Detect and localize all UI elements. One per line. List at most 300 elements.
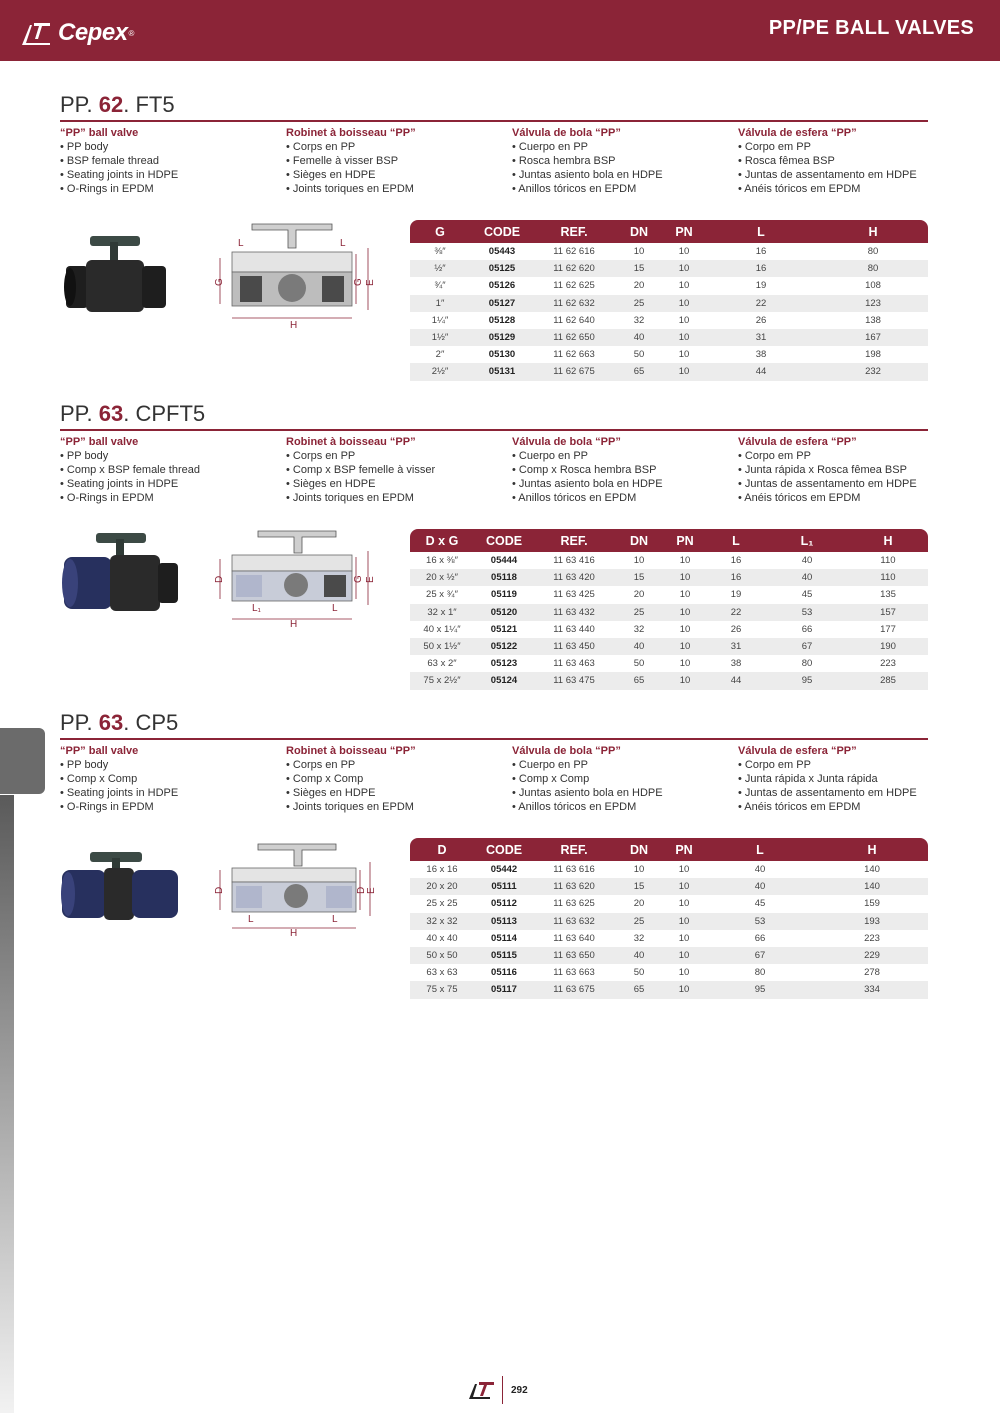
table-cell: 50 — [633, 658, 645, 670]
table-cell: 2″ — [435, 349, 445, 361]
table-cell: 140 — [864, 864, 880, 876]
section-title — [60, 92, 175, 118]
table-cell: 50 x 1½″ — [410, 638, 474, 655]
desc-item: • Juntas asiento bola en HDPE — [512, 787, 663, 799]
title-suffix: . FT5 — [123, 92, 175, 117]
page-footer — [468, 1376, 528, 1404]
section-title — [60, 401, 205, 427]
desc-item: • BSP female thread — [60, 155, 160, 167]
table-cell: 32 — [633, 623, 645, 635]
desc-item: • Juntas asiento bola en HDPE — [512, 478, 663, 490]
table-cell: 16 — [730, 555, 742, 567]
table-cell: 20 — [633, 280, 645, 292]
dim-label: D — [214, 886, 225, 894]
desc-item: • Sièges en HDPE — [286, 169, 376, 181]
table-cell: 10 — [679, 623, 691, 635]
table-cell: 110 — [880, 555, 896, 567]
desc-heading: Robinet à boisseau “PP” — [286, 127, 416, 139]
table-cell: 10 — [678, 864, 690, 876]
section-rule — [60, 738, 928, 740]
desc-col-english — [60, 744, 286, 814]
table-cell: ⅜″ — [434, 246, 446, 258]
dim-label: L — [238, 238, 244, 249]
dim-label: H — [290, 619, 298, 630]
table-cell: 11 63 632 — [534, 913, 614, 930]
dim-label: L — [340, 238, 346, 249]
valve-photo-cp5 — [60, 846, 190, 936]
table-cell: 10 — [633, 555, 645, 567]
desc-item: • Rosca hembra BSP — [512, 155, 616, 167]
desc-item: • Corpo em PP — [738, 759, 811, 771]
dim-label: L — [332, 603, 338, 614]
product-code-cell: 05120 — [474, 604, 534, 621]
product-code-cell: 05118 — [474, 569, 534, 586]
product-code-cell: 05128 — [488, 314, 516, 326]
table-cell: 80 — [754, 967, 766, 979]
desc-item: • Rosca fêmea BSP — [738, 155, 835, 167]
dim-label: L — [332, 914, 338, 925]
table-cell: 123 — [818, 295, 928, 312]
table-cell: 10 — [679, 589, 691, 601]
table-cell: 11 63 475 — [534, 672, 614, 689]
table-cell: 10 — [678, 246, 690, 258]
table-cell: 11 63 620 — [534, 878, 614, 895]
col-header: CODE — [474, 529, 534, 552]
table-cell: 11 63 440 — [553, 623, 595, 635]
page-number: 292 — [511, 1384, 528, 1396]
table-cell: 11 62 650 — [534, 329, 614, 346]
desc-item: • O-Rings in EPDM — [60, 492, 154, 504]
table-cell: 44 — [704, 363, 818, 380]
title-number: 63 — [98, 710, 124, 735]
table-cell: 53 — [766, 604, 848, 621]
table-cell: 11 62 632 — [534, 295, 614, 312]
section-title — [60, 710, 178, 736]
desc-item: • Joints toriques en EPDM — [286, 801, 414, 813]
table-cell: 157 — [848, 604, 928, 621]
table-cell: 10 — [664, 947, 704, 964]
product-code-cell: 05444 — [490, 555, 518, 567]
product-code-cell: 05129 — [470, 329, 534, 346]
title-suffix: . CPFT5 — [123, 401, 206, 426]
table-cell: 11 63 450 — [534, 638, 614, 655]
table-cell: 25 — [614, 604, 664, 621]
table-cell: 45 — [754, 898, 766, 910]
table-cell: 16 — [706, 569, 766, 586]
desc-item: • Juntas de assentamento em HDPE — [738, 478, 917, 490]
table-row — [410, 981, 928, 998]
spec-table-ft5 — [410, 220, 928, 381]
col-header: L — [706, 529, 766, 552]
desc-heading: Válvula de esfera “PP” — [738, 745, 857, 757]
product-code-cell: 05442 — [490, 864, 518, 876]
table-cell: 31 — [704, 329, 818, 346]
desc-item: • Comp x Comp — [512, 773, 590, 785]
table-cell: 10 — [664, 672, 706, 689]
table-row — [410, 964, 928, 981]
section-rule — [60, 429, 928, 431]
col-header: H — [818, 220, 928, 243]
table-row — [410, 913, 928, 930]
table-cell: 11 63 420 — [534, 569, 614, 586]
table-cell: 31 — [706, 638, 766, 655]
valve-photo-ft5 — [60, 228, 190, 328]
desc-item: • Anéis tóricos em EPDM — [738, 183, 861, 195]
table-cell: 40 — [801, 555, 813, 567]
table-cell: 20 — [633, 898, 645, 910]
desc-item: • Femelle à visser BSP — [286, 155, 399, 167]
table-cell: 11 63 640 — [553, 932, 595, 944]
table-cell: 278 — [864, 967, 880, 979]
table-cell: 10 — [664, 604, 706, 621]
table-cell: 25 x 25 — [426, 898, 458, 910]
desc-item: • Anillos tóricos en EPDM — [512, 183, 637, 195]
table-cell: 40 — [614, 947, 664, 964]
table-cell: 11 63 416 — [553, 555, 595, 567]
desc-item: • Comp x BSP femelle à visser — [286, 464, 436, 476]
table-cell: 65 — [614, 363, 664, 380]
desc-item: • Comp x BSP female thread — [60, 464, 200, 476]
desc-item: • Sièges en HDPE — [286, 478, 376, 490]
table-cell: 40 — [614, 329, 664, 346]
title-prefix: PP. — [60, 710, 93, 735]
table-cell: 11 62 640 — [553, 314, 595, 326]
table-row — [410, 586, 928, 603]
technical-drawing-cp5 — [212, 840, 377, 939]
table-cell: 108 — [865, 280, 881, 292]
product-code-cell: 05117 — [474, 981, 534, 998]
table-cell: 19 — [755, 280, 767, 292]
desc-item: • O-Rings in EPDM — [60, 801, 154, 813]
desc-col-french — [286, 126, 512, 196]
table-cell: 32 x 1″ — [410, 604, 474, 621]
desc-heading: “PP” ball valve — [60, 127, 139, 139]
desc-item: • Junta rápida x Rosca fêmea BSP — [738, 464, 907, 476]
table-cell: 38 — [755, 349, 767, 361]
product-section-cpft5 — [60, 401, 930, 701]
dim-label: L — [248, 914, 254, 925]
title-prefix: PP. — [60, 92, 93, 117]
table-cell: 2½″ — [410, 363, 470, 380]
table-cell: 67 — [704, 947, 816, 964]
table-cell: 193 — [816, 913, 928, 930]
desc-item: • Comp x Rosca hembra BSP — [512, 464, 657, 476]
table-cell: 45 — [801, 589, 813, 601]
title-prefix: PP. — [60, 401, 93, 426]
table-cell: 167 — [818, 329, 928, 346]
table-cell: 16 x 16 — [426, 864, 458, 876]
table-cell: 15 — [614, 569, 664, 586]
table-cell: 65 — [614, 981, 664, 998]
desc-col-english — [60, 126, 286, 196]
dim-label: D — [356, 886, 367, 894]
product-code-cell: 05125 — [470, 260, 534, 277]
product-section-ft5 — [60, 92, 930, 392]
desc-col-portuguese — [738, 126, 964, 196]
desc-item: • Corps en PP — [286, 759, 356, 771]
desc-item: • Anillos tóricos en EPDM — [512, 801, 637, 813]
table-cell: 25 — [614, 913, 664, 930]
logo-text: Cepex — [58, 19, 128, 46]
table-cell: 38 — [730, 658, 742, 670]
desc-item: • Cuerpo en PP — [512, 141, 589, 153]
table-cell: 22 — [706, 604, 766, 621]
col-header: L — [704, 838, 816, 861]
table-cell: 32 — [633, 932, 645, 944]
product-code-cell: 05131 — [470, 363, 534, 380]
spec-table-cpft5 — [410, 529, 928, 690]
col-header: REF. — [534, 220, 614, 243]
table-row — [410, 260, 928, 277]
table-row — [410, 895, 928, 912]
table-row — [410, 638, 928, 655]
table-cell: 229 — [816, 947, 928, 964]
dim-label: H — [290, 320, 298, 331]
product-code-cell: 05116 — [491, 967, 517, 979]
desc-item: • Corpo em PP — [738, 450, 811, 462]
table-row — [410, 363, 928, 380]
table-cell: 66 — [801, 623, 813, 635]
side-gradient-bar — [0, 795, 14, 1413]
table-cell: 10 — [664, 638, 706, 655]
desc-col-portuguese — [738, 744, 964, 814]
logo-registered-mark: ® — [128, 28, 135, 38]
table-cell: 198 — [865, 349, 881, 361]
product-code-cell: 05130 — [488, 349, 516, 361]
product-code-cell: 05113 — [474, 913, 534, 930]
table-cell: 20 x 20 — [410, 878, 474, 895]
section-rule — [60, 120, 928, 122]
dim-label: G — [214, 278, 225, 286]
table-cell: 10 — [679, 555, 691, 567]
table-cell: 10 — [664, 295, 704, 312]
table-cell: 11 63 650 — [534, 947, 614, 964]
table-cell: 10 — [678, 314, 690, 326]
table-row — [410, 277, 928, 294]
product-code-cell: 05115 — [474, 947, 534, 964]
desc-item: • Cuerpo en PP — [512, 759, 589, 771]
table-cell: 40 x 1¼″ — [423, 623, 461, 635]
title-number: 62 — [98, 92, 124, 117]
table-cell: 10 — [633, 246, 645, 258]
product-section-cp5 — [60, 710, 930, 1010]
col-header: PN — [664, 529, 706, 552]
desc-item: • Joints toriques en EPDM — [286, 183, 414, 195]
table-cell: 44 — [706, 672, 766, 689]
table-cell: 16 — [704, 260, 818, 277]
table-cell: 10 — [679, 658, 691, 670]
desc-heading: Robinet à boisseau “PP” — [286, 745, 416, 757]
table-cell: 10 — [678, 967, 690, 979]
dim-label: G — [353, 575, 364, 583]
table-cell: 11 62 625 — [553, 280, 595, 292]
table-row — [410, 947, 928, 964]
table-cell: 75 x 75 — [410, 981, 474, 998]
table-row — [410, 621, 928, 638]
valve-photo-cpft5 — [60, 527, 190, 627]
table-row — [410, 243, 928, 260]
col-header: H — [848, 529, 928, 552]
desc-item: • O-Rings in EPDM — [60, 183, 154, 195]
col-header: D x G — [410, 529, 474, 552]
table-cell: 40 — [754, 864, 766, 876]
product-code-cell: 05123 — [490, 658, 518, 670]
table-cell: 223 — [864, 932, 880, 944]
desc-heading: Válvula de esfera “PP” — [738, 127, 857, 139]
desc-item: • Comp x Comp — [286, 773, 364, 785]
table-cell: 19 — [730, 589, 742, 601]
desc-col-french — [286, 435, 512, 505]
footer-separator — [502, 1376, 503, 1404]
table-cell: 110 — [848, 569, 928, 586]
table-cell: 67 — [766, 638, 848, 655]
table-cell: ¾″ — [434, 280, 446, 292]
table-cell: 50 — [633, 349, 645, 361]
desc-item: • Joints toriques en EPDM — [286, 492, 414, 504]
desc-item: • PP body — [60, 141, 109, 153]
table-cell: 80 — [801, 658, 813, 670]
cepex-logo-icon — [20, 19, 54, 47]
table-cell: 177 — [880, 623, 896, 635]
desc-item: • Anéis tóricos em EPDM — [738, 801, 861, 813]
table-cell: 10 — [678, 898, 690, 910]
product-code-cell: 05112 — [491, 898, 517, 910]
table-cell: ½″ — [410, 260, 470, 277]
table-cell: 11 63 616 — [553, 864, 595, 876]
table-cell: 15 — [614, 878, 664, 895]
desc-item: • Comp x Comp — [60, 773, 138, 785]
table-cell: 138 — [865, 314, 881, 326]
dim-label: L₁ — [252, 603, 261, 614]
product-code-cell: 05114 — [491, 932, 517, 944]
desc-heading: Válvula de bola “PP” — [512, 745, 621, 757]
table-cell: 10 — [664, 363, 704, 380]
col-header: G — [410, 220, 470, 243]
table-cell: 95 — [704, 981, 816, 998]
desc-item: • Anéis tóricos em EPDM — [738, 492, 861, 504]
table-row — [410, 861, 928, 878]
table-row — [410, 312, 928, 329]
desc-item: • Corps en PP — [286, 450, 356, 462]
table-cell: 95 — [766, 672, 848, 689]
desc-col-spanish — [512, 435, 738, 505]
table-cell: 11 63 625 — [553, 898, 595, 910]
col-header: PN — [664, 220, 704, 243]
table-cell: 10 — [664, 569, 706, 586]
table-cell: 10 — [664, 981, 704, 998]
table-cell: 25 x ¾″ — [426, 589, 458, 601]
page-category-title: PP/PE BALL VALVES — [768, 17, 974, 39]
table-cell: 16 — [755, 246, 767, 258]
dim-label: E — [366, 887, 377, 894]
table-row — [410, 346, 928, 363]
desc-heading: “PP” ball valve — [60, 745, 139, 757]
col-header: L₁ — [766, 529, 848, 552]
table-cell: 80 — [867, 246, 879, 258]
product-code-cell: 05121 — [490, 623, 518, 635]
table-cell: 135 — [880, 589, 896, 601]
desc-col-spanish — [512, 126, 738, 196]
dim-label: E — [365, 279, 376, 286]
product-code-cell: 05122 — [474, 638, 534, 655]
product-code-cell: 05443 — [488, 246, 516, 258]
table-cell: 232 — [818, 363, 928, 380]
table-row — [410, 552, 928, 569]
table-cell: 20 x ½″ — [410, 569, 474, 586]
table-cell: 50 x 50 — [410, 947, 474, 964]
desc-item: • Juntas de assentamento em HDPE — [738, 169, 917, 181]
product-code-cell: 05111 — [474, 878, 534, 895]
table-row — [410, 295, 928, 312]
table-cell: 11 63 432 — [534, 604, 614, 621]
col-header: L — [704, 220, 818, 243]
desc-heading: Robinet à boisseau “PP” — [286, 436, 416, 448]
table-cell: 10 — [664, 913, 704, 930]
table-cell: 11 63 463 — [553, 658, 595, 670]
table-cell: 10 — [664, 878, 704, 895]
product-code-cell: 05127 — [470, 295, 534, 312]
col-header: H — [816, 838, 928, 861]
col-header: REF. — [534, 838, 614, 861]
product-code-cell: 05126 — [488, 280, 516, 292]
table-row — [410, 655, 928, 672]
table-cell: 10 — [678, 280, 690, 292]
desc-item: • Cuerpo en PP — [512, 450, 589, 462]
technical-drawing-ft5 — [212, 218, 376, 331]
desc-item: • Juntas de assentamento em HDPE — [738, 787, 917, 799]
col-header: CODE — [470, 220, 534, 243]
desc-col-french — [286, 744, 512, 814]
cepex-mark-icon — [468, 1380, 496, 1400]
table-cell: 16 x ⅜″ — [426, 555, 458, 567]
col-header: DN — [614, 838, 664, 861]
table-cell: 10 — [664, 329, 704, 346]
desc-heading: Válvula de bola “PP” — [512, 127, 621, 139]
table-cell: 10 — [678, 349, 690, 361]
table-cell: 11 62 675 — [534, 363, 614, 380]
product-code-cell: 05119 — [491, 589, 517, 601]
table-row — [410, 878, 928, 895]
desc-col-portuguese — [738, 435, 964, 505]
table-cell: 40 — [704, 878, 816, 895]
desc-item: • Seating joints in HDPE — [60, 787, 179, 799]
table-cell: 140 — [816, 878, 928, 895]
table-cell: 63 x 63 — [426, 967, 458, 979]
table-cell: 15 — [614, 260, 664, 277]
title-number: 63 — [98, 401, 124, 426]
table-cell: 10 — [664, 260, 704, 277]
table-cell: 190 — [848, 638, 928, 655]
table-cell: 50 — [633, 967, 645, 979]
desc-heading: Válvula de bola “PP” — [512, 436, 621, 448]
table-cell: 11 62 663 — [553, 349, 595, 361]
desc-item: • Corps en PP — [286, 141, 356, 153]
table-cell: 11 62 616 — [553, 246, 595, 258]
table-cell: 334 — [816, 981, 928, 998]
desc-col-spanish — [512, 744, 738, 814]
desc-item: • Anillos tóricos en EPDM — [512, 492, 637, 504]
dim-label: G — [353, 278, 364, 286]
table-cell: 53 — [704, 913, 816, 930]
table-cell: 40 x 40 — [426, 932, 458, 944]
table-cell: 159 — [864, 898, 880, 910]
col-header: D — [410, 838, 474, 861]
table-cell: 22 — [704, 295, 818, 312]
desc-item: • Corpo em PP — [738, 141, 811, 153]
table-cell: 1½″ — [410, 329, 470, 346]
side-tab — [0, 728, 45, 794]
col-header: REF. — [534, 529, 614, 552]
